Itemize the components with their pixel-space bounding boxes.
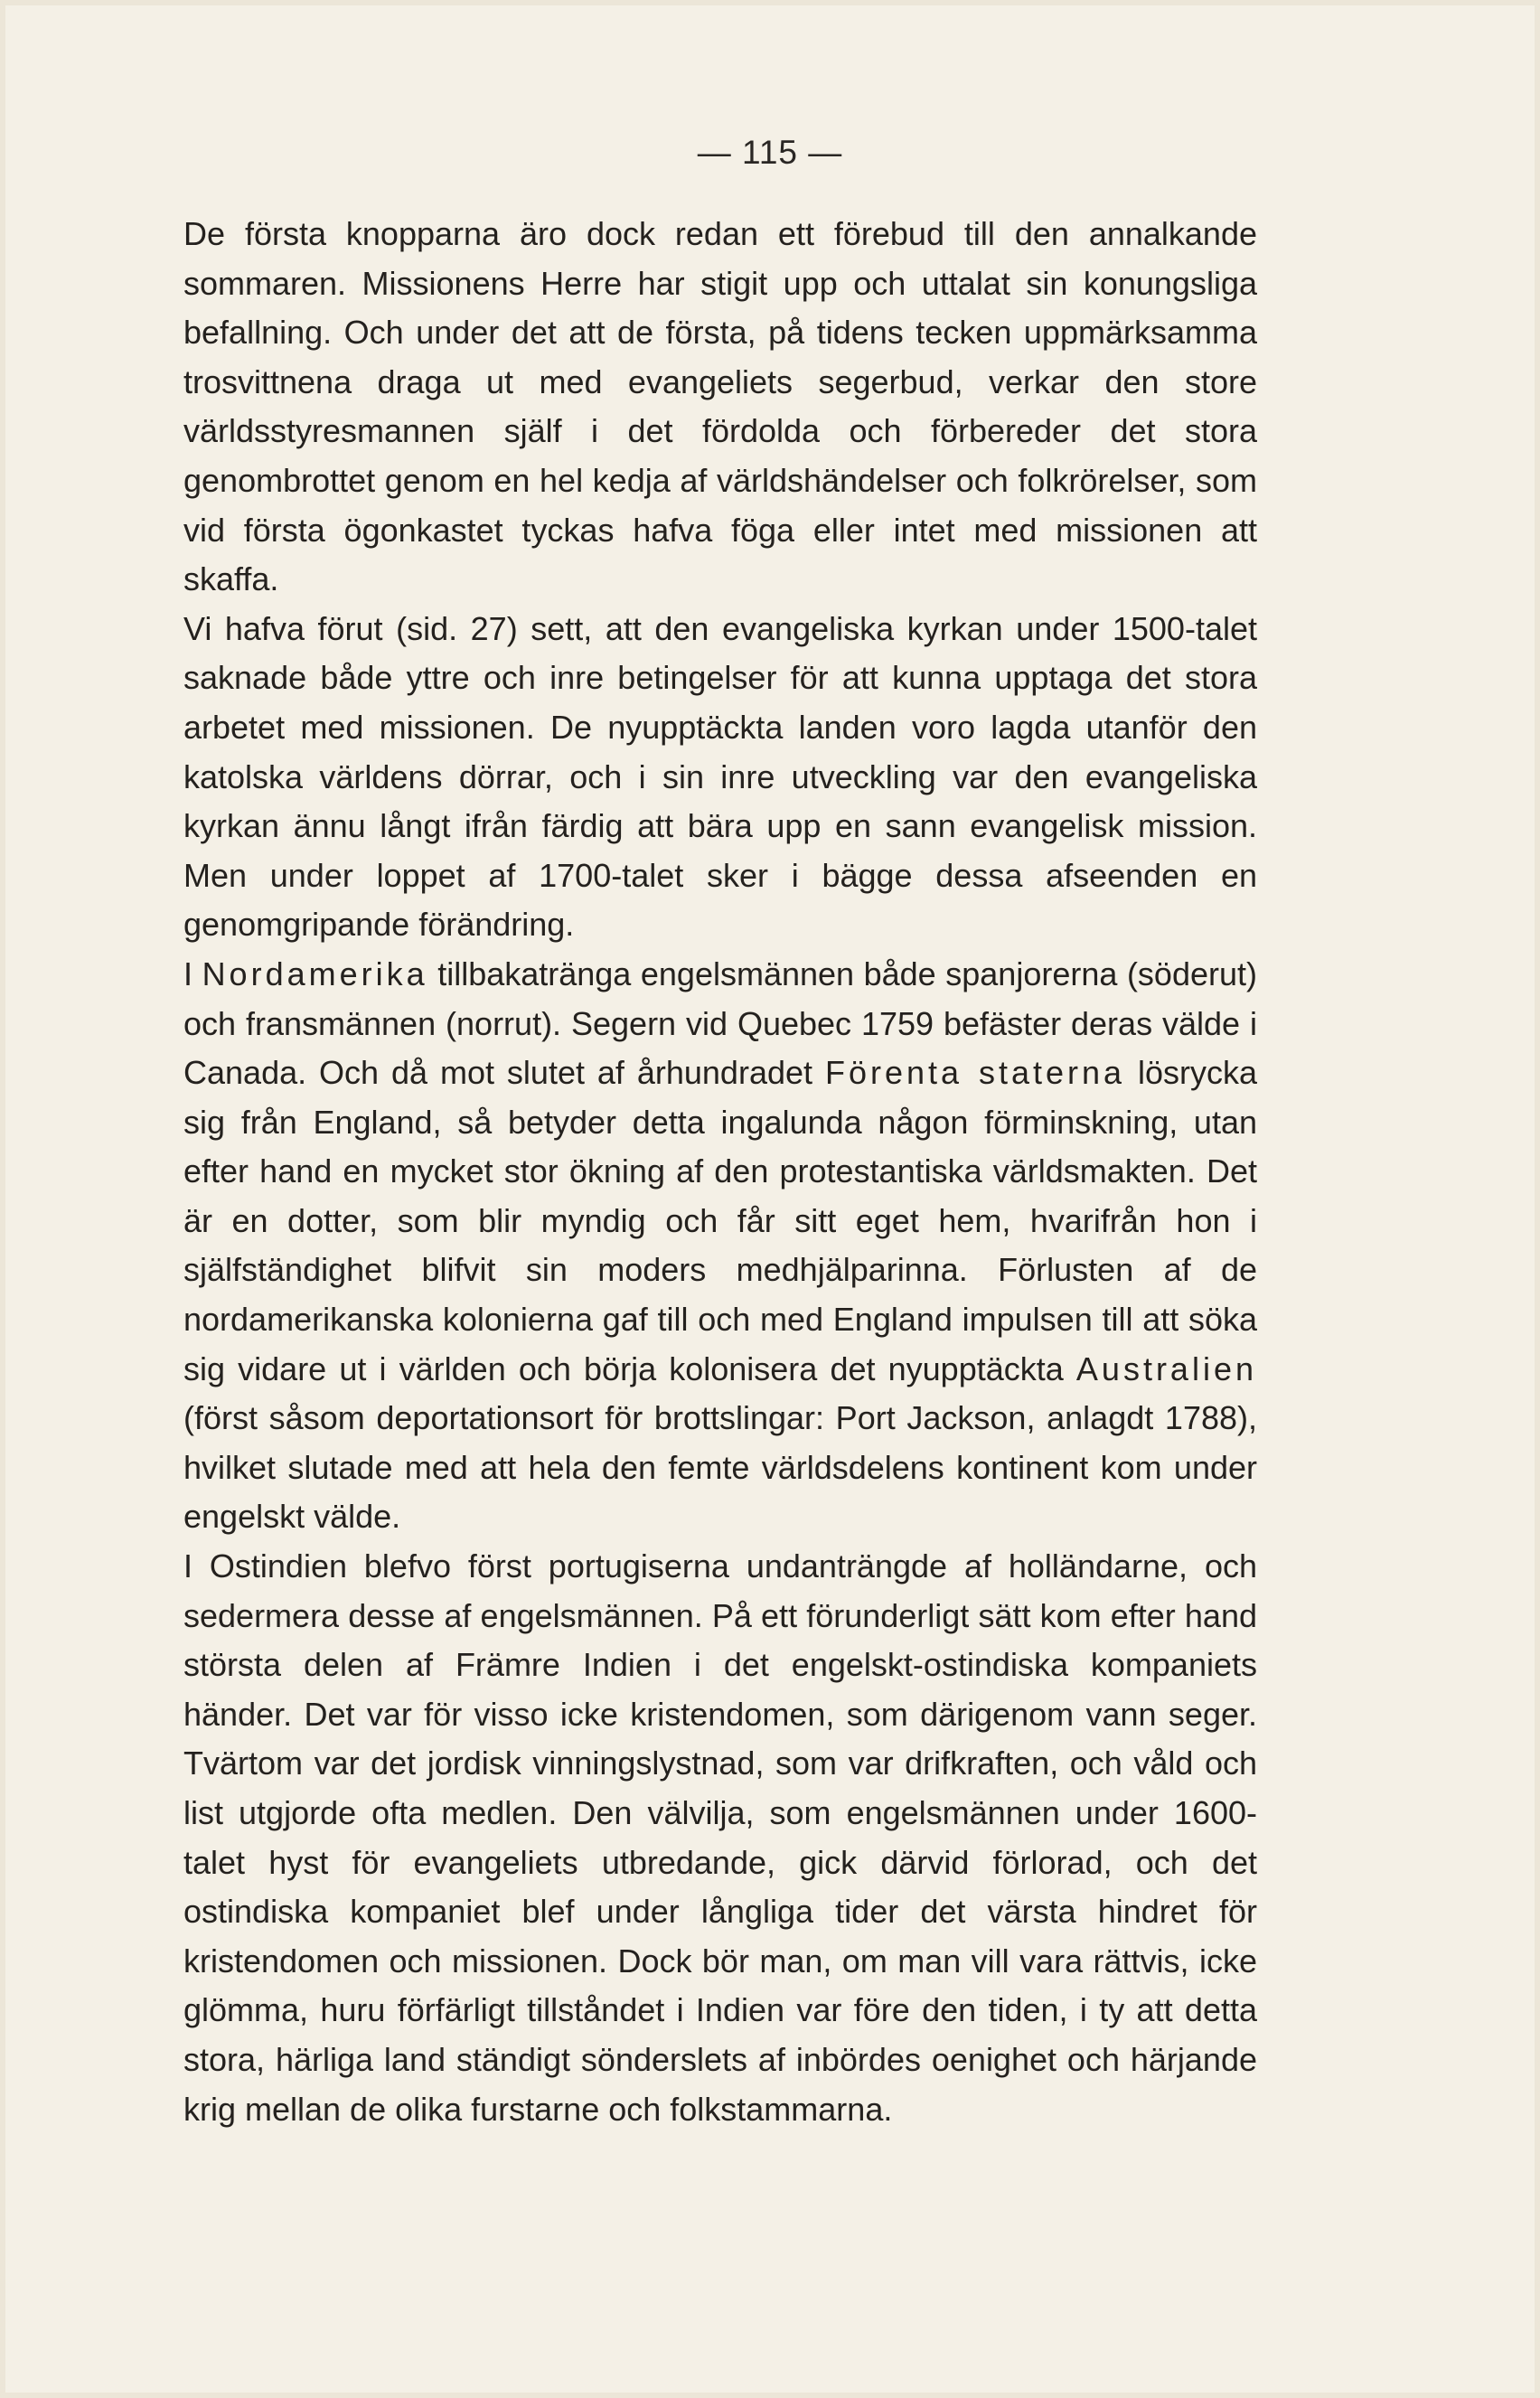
paragraph-3-post: (först såsom deportationsort för brottslingar: Port Jackson, anlagdt 1788), hvilket slutade med att hela den femte världsdelens kontinent kom under engelskt välde.	[183, 1399, 1257, 1536]
paragraph-3-mid2: lösrycka sig från England, så betyder detta ingalunda någon förminskning, utan efter hand en mycket stor ökning af den protestantiska världsmakten. Det är en dotter, som blir myndig och får sitt eget hem, hvarifrån hon i själfständighet blifvit sin moders medhjälparinna. Förlusten af de nordamerikanska kolonierna gaf till och med England impulsen till att söka sig vidare ut i världen och börja kolonisera det nyupptäckta	[183, 1054, 1258, 1387]
paragraph-2: Vi hafva förut (sid. 27) sett, att den evangeliska kyrkan under 1500-talet saknade både yttre och inre betingelser för att kunna upptaga det stora arbetet med missionen. De nyupptäckta landen voro lagda utanför den katolska världens dörrar, och i sin inre utveckling var den evangeliska kyrkan ännu långt ifrån färdig att bära upp en sann evangelisk mission. Men under loppet af 1700-talet sker i bägge dessa afseenden en genomgripande förändring.	[183, 609, 1257, 944]
paragraph-3	[183, 950, 1257, 1542]
body-text	[183, 210, 1257, 2134]
page-number: — 115 —	[697, 134, 843, 171]
paragraph-4: I Ostindien blefvo först portugiserna undanträngde af holländarne, och sedermera desse af engelsmännen. På ett förunderligt sätt kom efter hand största delen af Främre Indien i det engelskt-ostindiska kompaniets händer. Det var för visso icke kristendomen, som därigenom vann seger. Tvärtom var det jordisk vinningslystnad, som var drifkraften, och våld och list utgjorde ofta medlen. Den välvilja, som engelsmännen under 1600-talet hyst för evangeliets utbredande, gick därvid förlorad, och det ostindiska kompaniet blef under långliga tider det värsta hindret för kristendomen och missionen. Dock bör man, om man vill vara rättvis, icke glömma, huru förfärligt tillståndet i Indien var före den tiden, i ty att detta stora, härliga land ständigt sönderslets af inbördes oenighet och härjande krig mellan de olika furstarne och folkstammarna.	[183, 1547, 1257, 2128]
paragraph-1: De första knopparna äro dock redan ett förebud till den annalkande sommaren. Missionens Herre har stigit upp och uttalat sin konungsliga befallning. Och under det att de första, på tidens tecken uppmärksamma trosvittnena draga ut med evangeliets segerbud, verkar den store världsstyresmannen själf i det fördolda och förbereder det stora genombrottet genom en hel kedja af världshändelser och folkrörelser, som vid första ögonkastet tyckas hafva föga eller intet med missionen att skaffa.	[183, 215, 1257, 598]
paragraph-3-mid1: tillbakatränga engelsmännen både spanjorerna (söderut) och fransmännen (norrut). Segern vid Quebec 1759 befäster deras välde i Canada. Och då mot slutet af århundradet	[183, 954, 1257, 1092]
emphasis-australien: Australien	[1075, 1349, 1257, 1387]
paragraph-3-pre: I	[183, 954, 202, 992]
emphasis-forenta-staterna: Förenta staterna	[824, 1054, 1126, 1092]
emphasis-nordamerika: Nordamerika	[202, 954, 428, 992]
